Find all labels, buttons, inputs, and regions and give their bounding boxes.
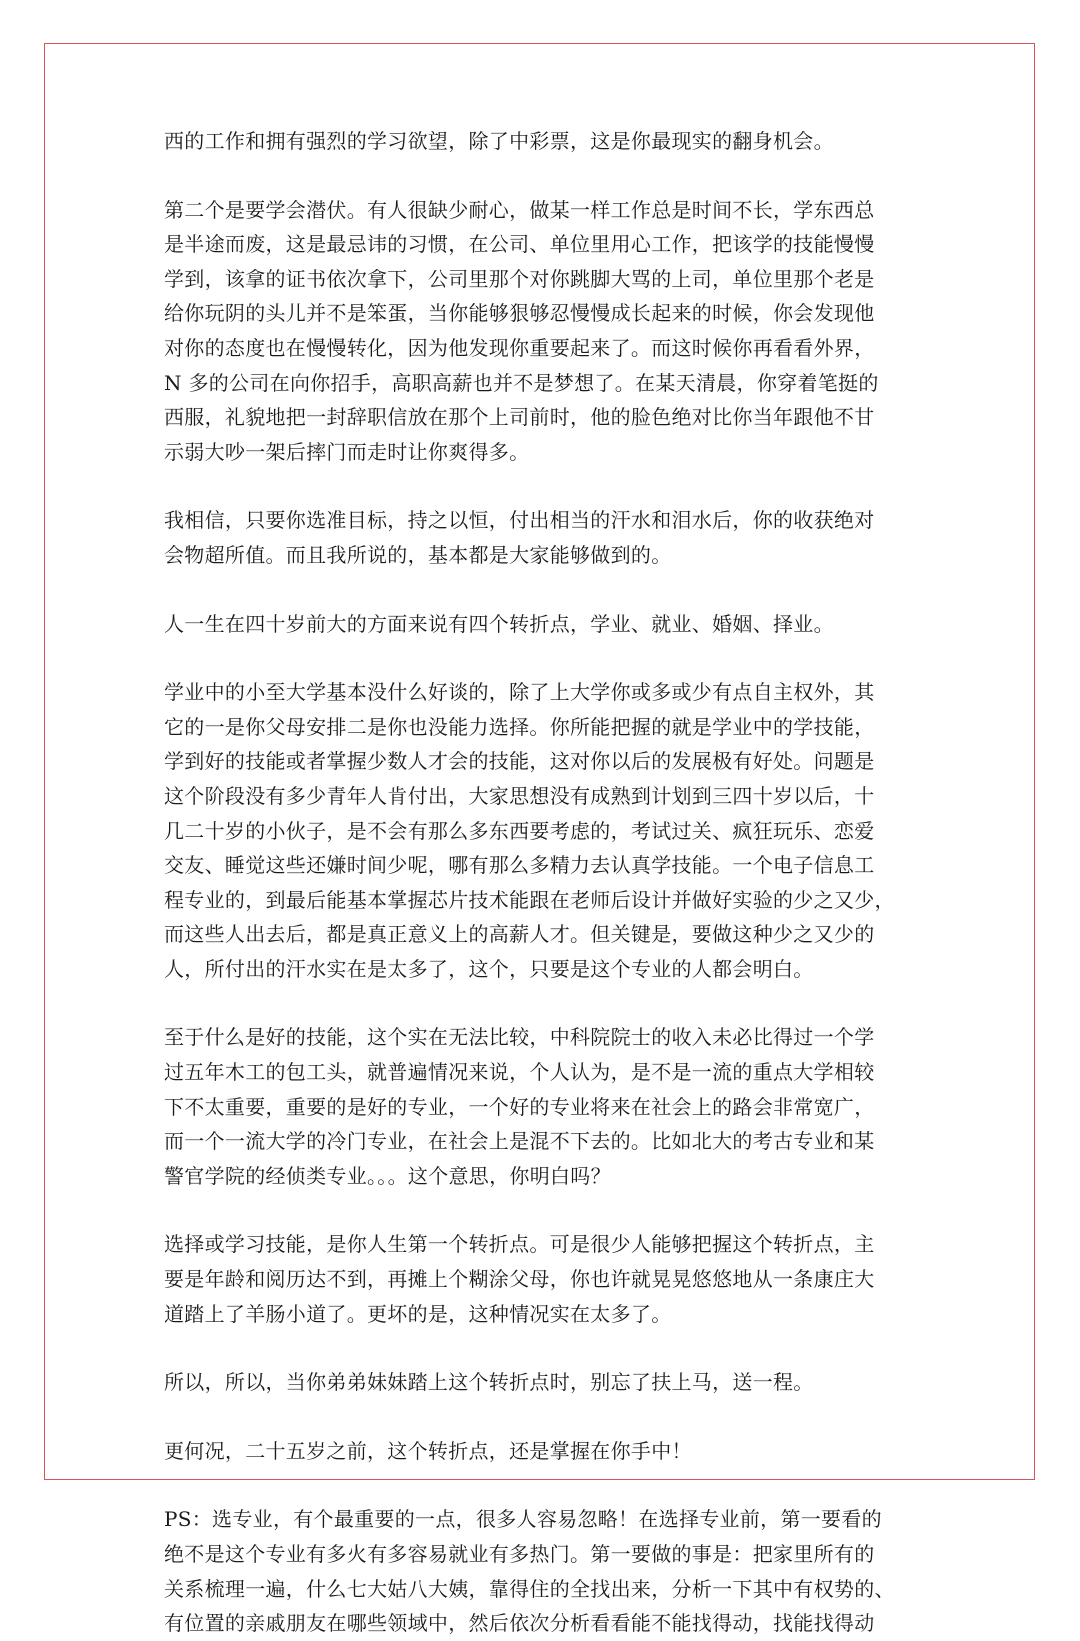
- paragraph-4: 人一生在四十岁前大的方面来说有四个转折点，学业、就业、婚姻、择业。: [164, 611, 834, 636]
- paragraph-2: 第二个是要学会潜伏。有人很缺少耐心，做某一样工作总是时间不长，学东西总 是半途而废，这是最忌讳的习惯，在公司、单位里用心工作，把该学的技能慢慢 学到，该拿的证书依次拿下，公司里那个对你跳脚大骂的上司，单位里那个老是 给你玩阴的头儿并不是笨蛋，当你能够狠够忍慢慢成长起来的时候，你会发现他 对你的态度也在慢慢转化，因为他发现你重要起来了。而这时候你再看看外界， N 多的公司在向你招手，高职高薪也并不是梦想了。在某天清晨，你穿着笔挺的 西服，礼貌地把一封辞职信放在那个上司前时，他的脸色绝对比你当年跟他不甘 示弱大吵一架后摔门而走时让你爽得多。: [164, 197, 879, 464]
- paragraph-8: 所以，所以，当你弟弟妹妹踏上这个转折点时，别忘了扶上马，送一程。: [164, 1370, 814, 1395]
- paragraph-5: 学业中的小至大学基本没什么好谈的，除了上大学你或多或少有点自主权外，其 它的一是你父母安排二是你也没能力选择。你所能把握的就是学业中的学技能， 学到好的技能或者掌握少数人才会的技能，这对你以后的发展极有好处。问题是 这个阶段没有多少青年人肯付出，大家思想没有成熟到计划到三四十岁以后，十 几二十岁的小伙子，是不会有那么多东西要考虑的，考试过关、疯狂玩乐、恋爱 交友、睡觉这些还嫌时间少呢，哪有那么多精力去认真学技能。一个电子信息工 程专业的，到最后能基本掌握芯片技术能跟在老师后设计并做好实验的少之又少， 而这些人出去后，都是真正意义上的高薪人才。但关键是，要做这种少之又少的 人，所付出的汗水实在是太多了，这个，只要是这个专业的人都会明白。: [164, 680, 895, 981]
- paragraph-1: 西的工作和拥有强烈的学习欲望，除了中彩票，这是你最现实的翻身机会。: [164, 129, 834, 153]
- paragraph-6: 至于什么是好的技能，这个实在无法比较，中科院院士的收入未必比得过一个学 过五年木工的包工头，就普遍情况来说，个人认为，是不是一流的重点大学相较 下不太重要，重要的是好的专业，一个好的专业将来在社会上的路会非常宽广， 而一个一流大学的冷门专业，在社会上是混不下去的。比如北大的考古专业和某 警官学院的经侦类专业。。。这个意思，你明白吗？: [164, 1025, 875, 1188]
- paragraph-9: 更何况，二十五岁之前，这个转折点，还是掌握在你手中！: [164, 1438, 692, 1463]
- paragraph-7: 选择或学习技能，是你人生第一个转折点。可是很少人能够把握这个转折点，主 要是年龄和阅历达不到，再摊上个糊涂父母，你也许就晃晃悠悠地从一条康庄大 道踏上了羊肠小道了。更坏的是，这种情况实在太多了。: [164, 1232, 875, 1326]
- paragraph-3: 我相信，只要你选准目标，持之以恒，付出相当的汗水和泪水后，你的收获绝对 会物超所值。而且我所说的，基本都是大家能够做到的。: [164, 508, 875, 567]
- document-body: [164, 124, 922, 1641]
- paragraph-10: PS：选专业，有个最重要的一点，很多人容易忽略！在选择专业前，第一要看的 绝不是这个专业有多火有多容易就业有多热门。第一要做的事是：把家里所有的 关系梳理一遍，什么七大姑八大姨，靠得住的全找出来，分析一下其中有权势的、 有位置的亲戚朋友在哪些领域中，然后依次分析看看能不能找得动，找能找得动: [164, 1507, 895, 1636]
